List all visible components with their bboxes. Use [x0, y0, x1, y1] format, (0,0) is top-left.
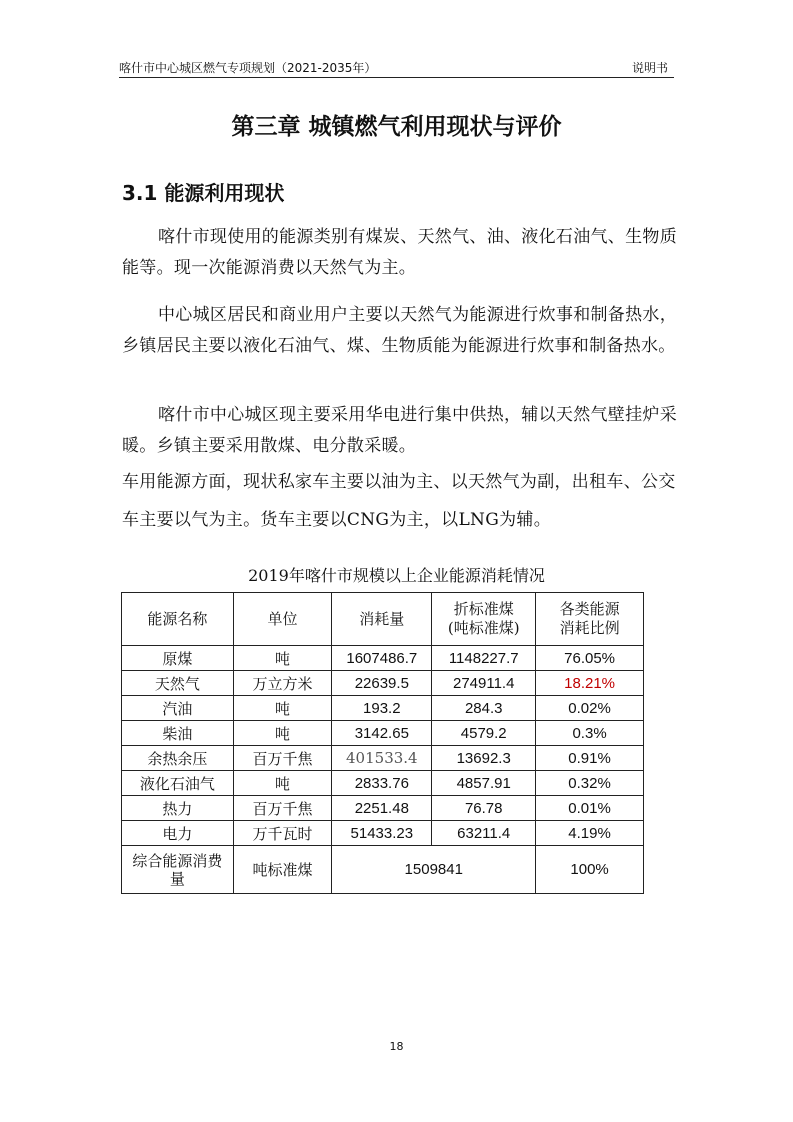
cell-ratio: 0.01%	[536, 796, 644, 821]
table-row	[122, 646, 644, 671]
paragraph-heating: 喀什市中心城区现主要采用华电进行集中供热，辅以天然气壁挂炉采暖。乡镇主要采用散煤、电分散采暖。	[122, 405, 677, 456]
cell-ratio: 4.19%	[536, 821, 644, 846]
cell-unit: 吨	[233, 646, 332, 671]
header-consumption: 消耗量	[332, 593, 432, 646]
table-row	[122, 671, 644, 696]
cell-total-unit: 吨标准煤	[233, 846, 332, 894]
cell-unit: 吨	[233, 771, 332, 796]
header-section-label: 说明书	[631, 61, 668, 75]
cell-unit: 百万千焦	[233, 796, 332, 821]
cell-standard-coal: 63211.4	[432, 821, 536, 846]
cell-consumption: 2251.48	[332, 796, 432, 821]
paragraph-vehicle-energy: 车用能源方面，现状私家车主要以油为主、以天然气为副，出租车、公交车主要以气为主。货车主要以CNG为主，以LNG为辅。	[122, 472, 676, 530]
header-energy-name: 能源名称	[122, 593, 234, 646]
table-caption: 2019年喀什市规模以上企业能源消耗情况	[248, 566, 545, 585]
cell-energy-name: 余热余压	[122, 746, 234, 771]
cell-unit: 吨	[233, 721, 332, 746]
cell-energy-name: 热力	[122, 796, 234, 821]
cell-standard-coal: 76.78	[432, 796, 536, 821]
cell-energy-name: 天然气	[122, 671, 234, 696]
table-row	[122, 821, 644, 846]
cell-ratio: 0.32%	[536, 771, 644, 796]
table-row	[122, 721, 644, 746]
cell-total-ratio: 100%	[536, 846, 644, 894]
section-title: 3.1 能源利用现状	[122, 181, 285, 205]
cell-consumption: 193.2	[332, 696, 432, 721]
cell-standard-coal: 4857.91	[432, 771, 536, 796]
cell-energy-name: 液化石油气	[122, 771, 234, 796]
cell-consumption: 401533.4	[332, 746, 432, 771]
table-row	[122, 696, 644, 721]
cell-standard-coal: 4579.2	[432, 721, 536, 746]
cell-standard-coal: 284.3	[432, 696, 536, 721]
table-row	[122, 771, 644, 796]
cell-consumption: 51433.23	[332, 821, 432, 846]
table-row	[122, 796, 644, 821]
header-ratio: 各类能源 消耗比例	[536, 593, 644, 646]
paragraph-residential-use: 中心城区居民和商业用户主要以天然气为能源进行炊事和制备热水，乡镇居民主要以液化石油气、煤、生物质能为能源进行炊事和制备热水。	[122, 305, 677, 356]
cell-unit: 吨	[233, 696, 332, 721]
cell-energy-name: 电力	[122, 821, 234, 846]
cell-consumption: 2833.76	[332, 771, 432, 796]
cell-ratio: 0.3%	[536, 721, 644, 746]
cell-standard-coal: 1148227.7	[432, 646, 536, 671]
cell-energy-name: 汽油	[122, 696, 234, 721]
cell-energy-name: 原煤	[122, 646, 234, 671]
cell-ratio: 0.91%	[536, 746, 644, 771]
cell-standard-coal: 274911.4	[432, 671, 536, 696]
table-total-row	[122, 846, 644, 894]
cell-ratio-highlighted: 18.21%	[536, 671, 644, 696]
cell-standard-coal: 13692.3	[432, 746, 536, 771]
table-header-row	[122, 593, 644, 646]
cell-ratio: 76.05%	[536, 646, 644, 671]
cell-unit: 万千瓦时	[233, 821, 332, 846]
table-row	[122, 746, 644, 771]
cell-consumption: 3142.65	[332, 721, 432, 746]
cell-consumption: 22639.5	[332, 671, 432, 696]
cell-energy-name: 柴油	[122, 721, 234, 746]
paragraph-energy-types: 喀什市现使用的能源类别有煤炭、天然气、油、液化石油气、生物质能等。现一次能源消费以天然气为主。	[122, 227, 677, 278]
cell-ratio: 0.02%	[536, 696, 644, 721]
energy-consumption-table	[121, 592, 644, 894]
header-document-title: 喀什市中心城区燃气专项规划（2021-2035年）	[119, 61, 377, 75]
page-header	[119, 55, 674, 78]
page-number: 18	[389, 1040, 404, 1053]
cell-unit: 万立方米	[233, 671, 332, 696]
header-unit: 单位	[233, 593, 332, 646]
cell-total-label: 综合能源消费量	[122, 846, 234, 894]
header-standard-coal: 折标准煤 (吨标准煤)	[432, 593, 536, 646]
cell-unit: 百万千焦	[233, 746, 332, 771]
cell-consumption: 1607486.7	[332, 646, 432, 671]
cell-total-value: 1509841	[332, 846, 536, 894]
chapter-title: 第三章 城镇燃气利用现状与评价	[231, 114, 562, 140]
